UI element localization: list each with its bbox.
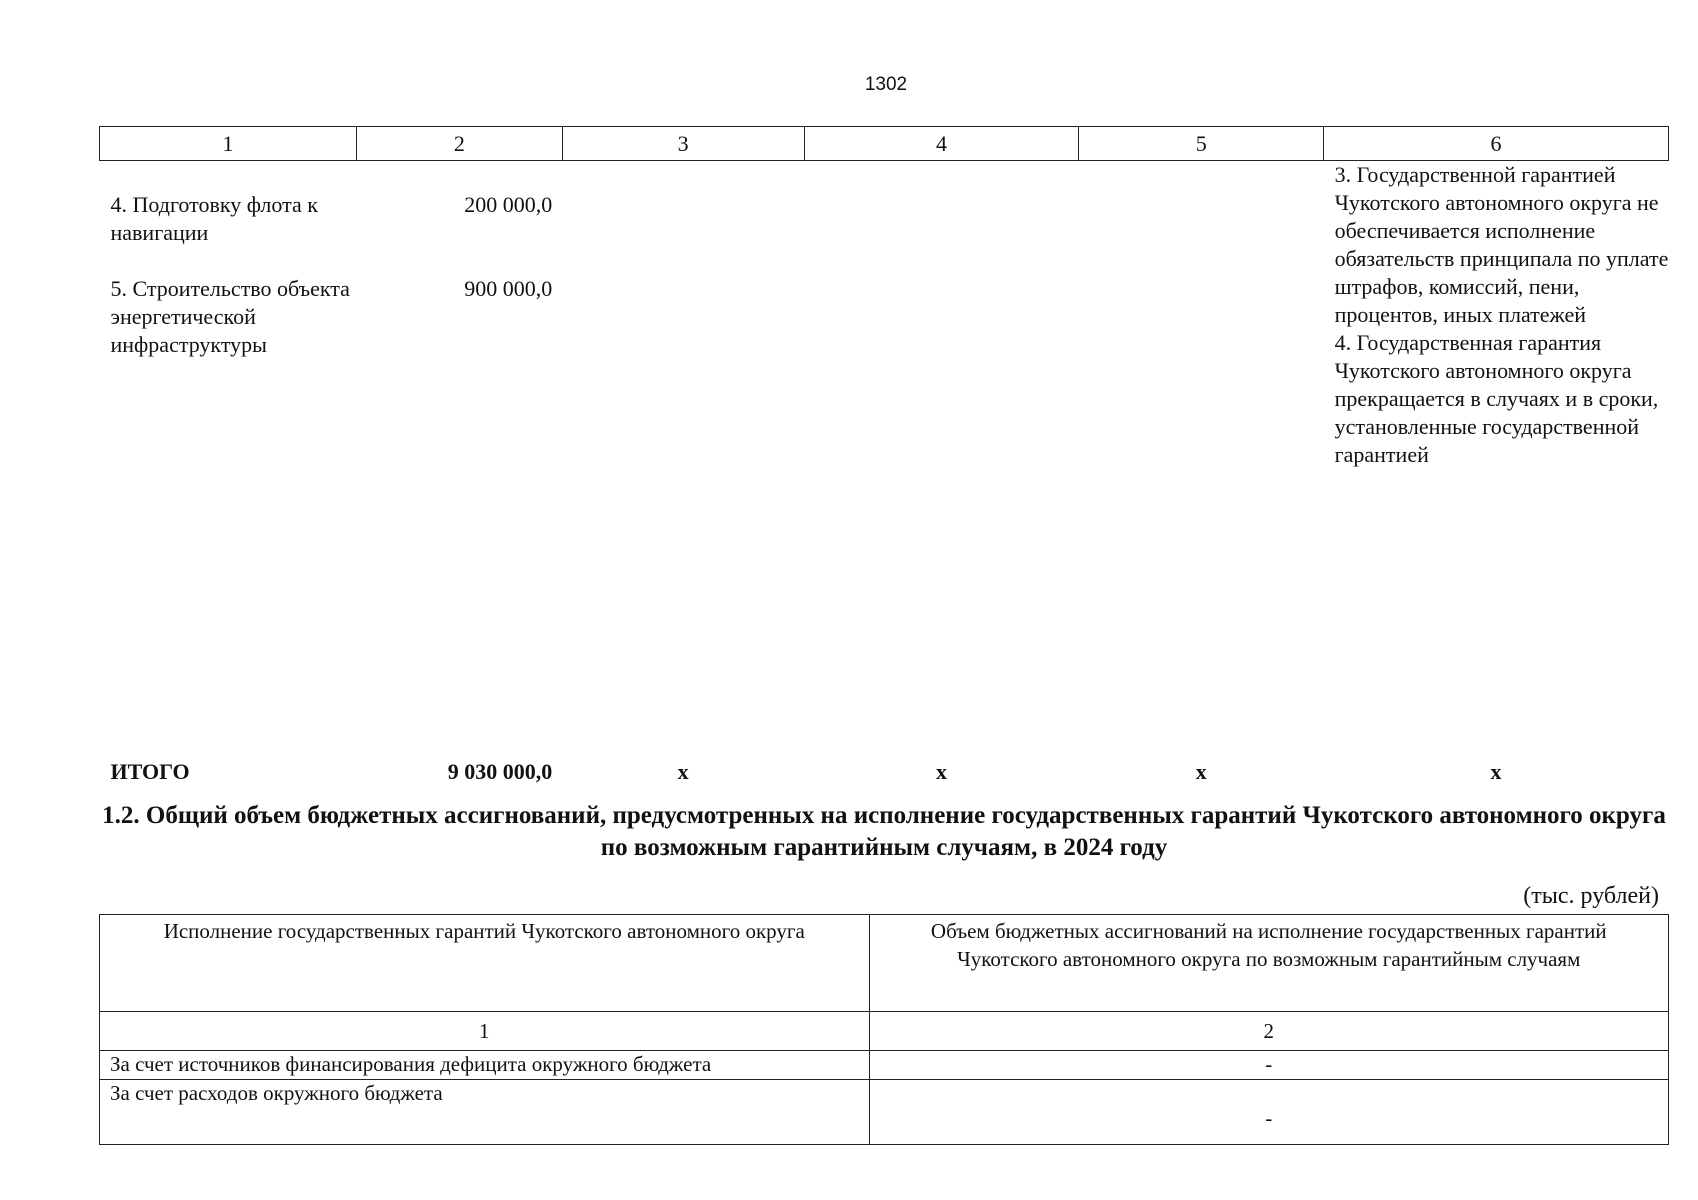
appropriations-table [99,914,1669,1145]
value-cell: - [869,1051,1668,1080]
column-number-2: 2 [356,127,562,161]
column-number-1: 1 [100,127,357,161]
column-number-row [100,1012,1669,1051]
total-col6: x [1490,759,1502,784]
column-number-2: 2 [869,1012,1668,1051]
source-cell: За счет расходов окружного бюджета [100,1080,870,1145]
total-amount: 9 030 000,0 [447,759,553,784]
table-row [100,1080,1669,1145]
section-heading: 1.2. Общий объем бюджетных ассигнований, предусмотренных на исполнение государственных гарантий Чукотского автономного округа по возможным гарантийным случаям, в 2024 году [102,802,1666,861]
value-cell: - [869,1080,1668,1145]
table-row [100,1051,1669,1080]
conditions-cell [1324,161,1669,755]
condition-4: 4. Государственная гарантия Чукотского автономного округа прекращается в случаях и в сроки, установленные государственной гарантией [1334,330,1659,467]
total-label: ИТОГО [110,759,190,784]
amount-cell: 900 000,0 [464,276,553,301]
header-row [100,915,1669,1012]
amount-cell: 200 000,0 [464,192,553,217]
total-col3: x [677,759,689,784]
purpose-cell: 5. Строительство объекта энергетической инфраструктуры [110,276,350,357]
page-number: 1302 [864,74,908,95]
condition-3: 3. Государственной гарантией Чукотского автономного округа не обеспечивается исполнение обязательств принципала по уплате штрафов, комиссий, пени, процентов, иных платежей [1334,162,1669,327]
column-number-4: 4 [804,127,1079,161]
header-execution: Исполнение государственных гарантий Чукотского автономного округа [100,915,870,1012]
column-number-6: 6 [1324,127,1669,161]
units-note: (тыс. рублей) [1523,883,1659,909]
total-col5: x [1195,759,1207,784]
spacer-row [100,161,1669,192]
source-cell: За счет источников финансирования дефицита окружного бюджета [100,1051,870,1080]
purpose-cell: 4. Подготовку флота к навигации [110,192,318,245]
header-volume: Объем бюджетных ассигнований на исполнение государственных гарантий Чукотского автономного округа по возможным гарантийным случаям [869,915,1668,1012]
column-number-3: 3 [562,127,804,161]
column-number-1: 1 [100,1012,870,1051]
column-number-row [100,127,1669,161]
column-number-5: 5 [1079,127,1324,161]
total-col4: x [935,759,947,784]
guarantees-table [99,126,1669,790]
total-row [100,754,1669,790]
